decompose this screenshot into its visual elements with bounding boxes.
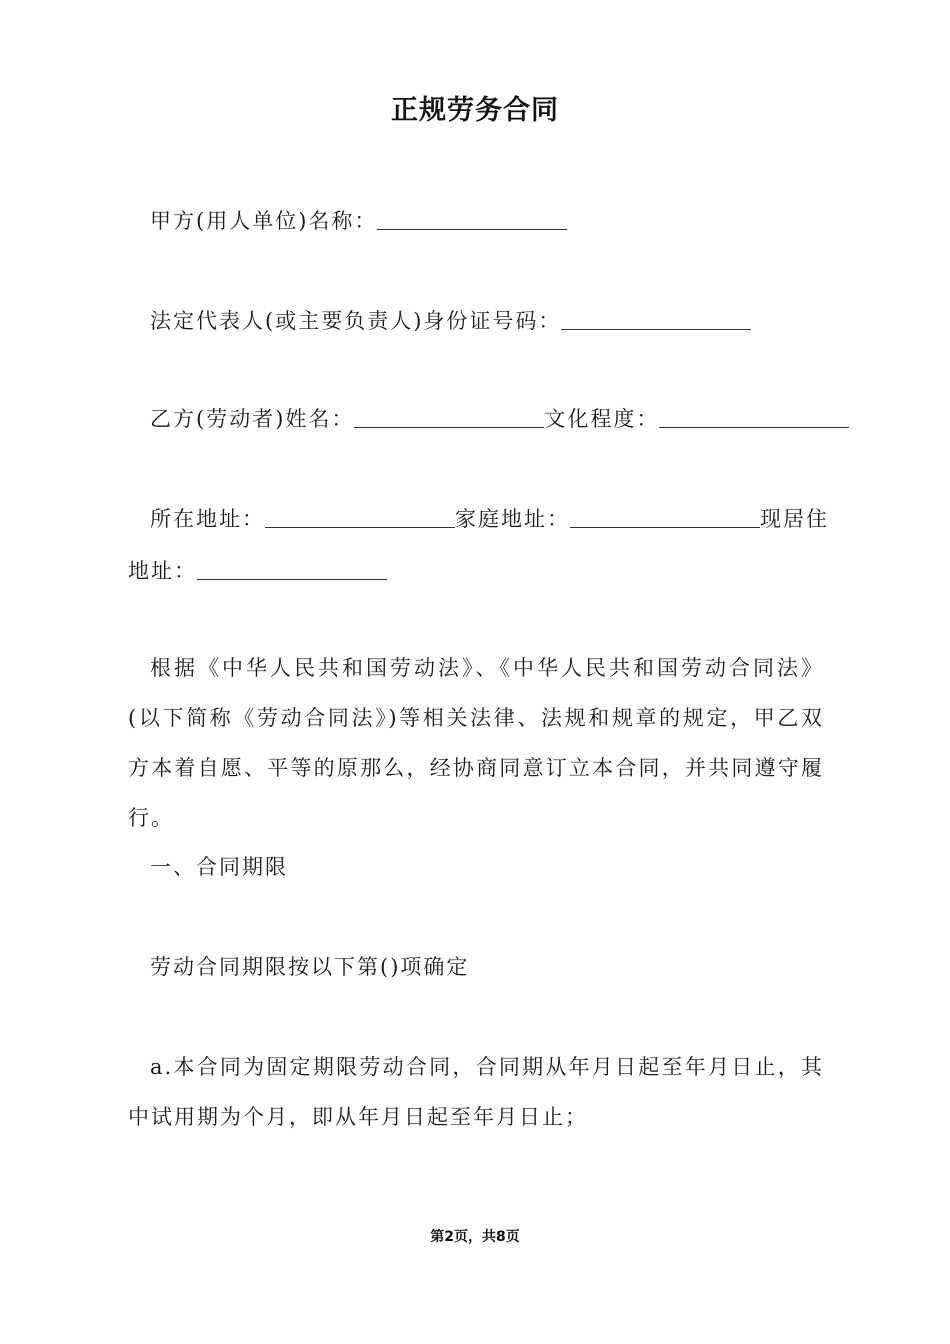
current-address-label-part1: 现居住: [760, 507, 829, 531]
party-a-line: [150, 206, 850, 236]
home-address-blank: [570, 507, 760, 528]
current-address-blank: [197, 559, 387, 580]
party-b-name-label: 乙方(劳动者)姓名：: [150, 407, 355, 431]
education-label: 文化程度：: [544, 407, 660, 431]
current-address-line: [128, 556, 828, 586]
home-address-label: 家庭地址：: [455, 507, 570, 531]
section-1-heading: 一、合同期限: [150, 855, 288, 879]
current-address-label-part2: 地址：: [128, 559, 197, 583]
document-title: 正规劳务合同: [391, 95, 559, 126]
location-label: 所在地址：: [150, 507, 265, 531]
page-number: 第2页，共8页: [430, 1229, 520, 1245]
location-blank: [265, 507, 455, 528]
legal-rep-line: [150, 306, 850, 336]
address-line: [150, 504, 850, 534]
legal-rep-label: 法定代表人(或主要负责人)身份证号码：: [150, 309, 562, 333]
legal-rep-blank: [561, 309, 751, 330]
party-b-line: [150, 404, 850, 434]
intro-paragraph: 根据《中华人民共和国劳动法》、《中华人民共和国劳动合同法》(以下简称《劳动合同法》)等相关法律、法规和规章的规定，甲乙双方本着自愿、平等的原那么，经协商同意订立本合同，并共同遵守履行。: [128, 656, 824, 830]
term-intro: 劳动合同期限按以下第()项确定: [150, 955, 470, 979]
clause-a: a.本合同为固定期限劳动合同，合同期从年月日起至年月日止，其中试用期为个月，即从年月日起至年月日止；: [128, 1055, 824, 1129]
education-blank: [659, 407, 849, 428]
party-a-label: 甲方(用人单位)名称：: [150, 209, 378, 233]
party-a-blank: [377, 209, 567, 230]
party-b-name-blank: [354, 407, 544, 428]
